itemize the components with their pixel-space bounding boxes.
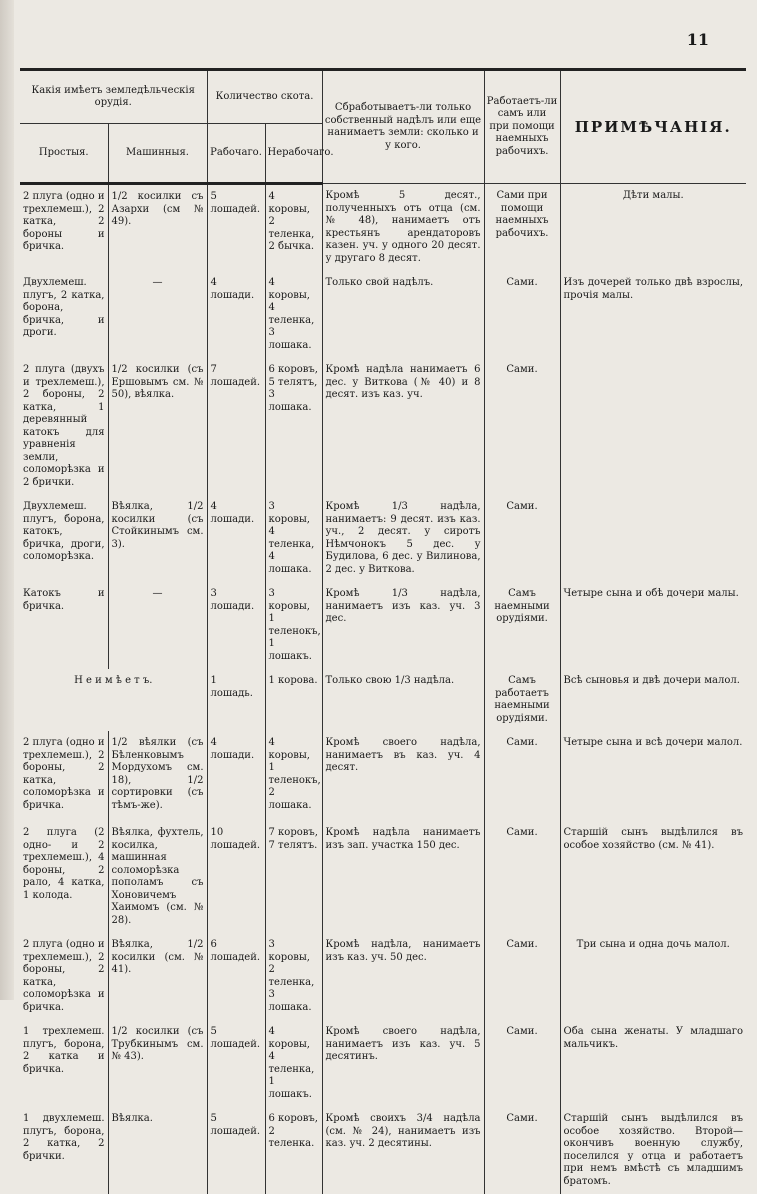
table-row	[20, 1107, 746, 1194]
nonworking-cell: 6 коровъ, 5 телятъ, 3 лошака.	[265, 358, 322, 495]
household-table	[20, 68, 746, 1194]
simple-cell: 2 плуга (одно и трехлемеш.), 2 бороны, 2 катка, соломорѣзка и бричка.	[23, 939, 105, 1013]
labor-cell: Сами.	[484, 933, 560, 1020]
land-cell: Кромѣ своихъ 3/4 надѣла (см. № 24), нанимаетъ изъ каз. уч. 2 десятины.	[322, 1107, 484, 1194]
header-nonworking: Нерабочаго.	[265, 124, 322, 184]
header-simple: Простыя.	[20, 124, 108, 184]
working-cell: 5 лошадей.	[207, 1107, 265, 1194]
nonworking-cell: 3 коровы, 4 теленка, 4 лошака.	[265, 495, 322, 582]
nonworking-cell: 3 коровы, 2 теленка, 3 лошака.	[265, 933, 322, 1020]
nonworking-cell: 4 коровы, 1 теленокъ, 2 лошака.	[265, 731, 322, 821]
header-land: Сбработываетъ-ли только собственный надѣлъ или еще нанимаетъ земли: сколько и у кого.	[322, 70, 484, 184]
nonworking-cell: 3 коровы, 1 теленокъ, 1 лошакъ.	[265, 582, 322, 669]
simple-cell: 2 плуга (одно и трехлемеш.), 2 бороны, 2 катка, соломорѣзка и бричка.	[23, 737, 105, 811]
simple-cell: 1 двухлемеш. плугъ, борона, 2 катка, 2 брички.	[23, 1113, 105, 1162]
working-cell: 3 лошади.	[207, 582, 265, 669]
machine-cell: 1/2 косилки (съ Ершовымъ см. № 50), вѣялка.	[108, 358, 207, 495]
remarks-cell: Изъ дочерей только двѣ взрослы, прочія малы.	[560, 271, 746, 358]
header-labor: Работаетъ-ли самъ или при помощи наемныхъ рабочихъ.	[484, 70, 560, 184]
nonworking-cell: 4 коровы, 4 теленка, 3 лошака.	[265, 271, 322, 358]
table-row	[20, 184, 746, 272]
remarks-cell: Старшій сынъ выдѣлился въ особое хозяйство (см. № 41).	[560, 821, 746, 933]
nonworking-cell: 4 коровы, 2 теленка, 2 бычка.	[265, 184, 322, 272]
labor-cell: Сами.	[484, 821, 560, 933]
simple-cell: 2 плуга (одно и трехлемеш.), 2 катка, 2 бороны и бричка.	[23, 191, 105, 252]
labor-cell: Сами.	[484, 358, 560, 495]
header-livestock: Количество скота.	[207, 70, 322, 124]
land-cell: Кромѣ надѣла нанимаетъ 6 дес. у Виткова (№ 40) и 8 десят. изъ каз. уч.	[322, 358, 484, 495]
machine-cell: 1/2 косилки (съ Трубкинымъ см. № 43).	[108, 1020, 207, 1107]
labor-cell: Самъ наемными орудіями.	[484, 582, 560, 669]
machine-cell: —	[108, 582, 207, 669]
table-row	[20, 271, 746, 358]
working-cell: 7 лошадей.	[207, 358, 265, 495]
land-cell: Кромѣ надѣла, нанимаетъ изъ каз. уч. 50 дес.	[322, 933, 484, 1020]
labor-cell: Сами.	[484, 495, 560, 582]
table-row	[20, 933, 746, 1020]
remarks-cell	[560, 495, 746, 582]
remarks-cell: Старшій сынъ выдѣлился въ особое хозяйство. Второй—окончивъ военную службу, поселился у отца и работаетъ при немъ вмѣстѣ съ младшимъ братомъ.	[560, 1107, 746, 1194]
machine-cell: Вѣялка, 1/2 косилки (съ Стойкинымъ см. 3).	[108, 495, 207, 582]
remarks-cell: Четыре сына и обѣ дочери малы.	[560, 582, 746, 669]
working-cell: 5 лошадей.	[207, 1020, 265, 1107]
land-cell: Кромѣ 1/3 надѣла, нанимаетъ изъ каз. уч. 3 дес.	[322, 582, 484, 669]
working-cell: 4 лошади.	[207, 271, 265, 358]
book-gutter	[0, 0, 14, 1000]
table-row	[20, 669, 746, 731]
nonworking-cell: 1 корова.	[265, 669, 322, 731]
labor-cell: Сами при помощи наемныхъ рабочихъ.	[484, 184, 560, 272]
no-implements-cell: Н е и м ѣ е т ъ.	[74, 675, 153, 686]
land-cell: Кромѣ надѣла нанимаетъ изъ зап. участка 150 дес.	[322, 821, 484, 933]
remarks-cell: Четыре сына и всѣ дочери малол.	[560, 731, 746, 821]
table-row	[20, 821, 746, 933]
land-cell: Кромѣ 5 десят., полученныхъ отъ отца (см. № 48), нанимаетъ отъ крестьянъ арендаторовъ казен. уч. у одного 20 десят. у другаго 8 десят.	[322, 184, 484, 272]
simple-cell: Двухлемеш. плугъ, борона, катокъ, бричка, дроги, соломорѣзка.	[23, 501, 105, 562]
machine-cell: 1/2 косилки съ Азархи (см № 49).	[108, 184, 207, 272]
working-cell: 5 лошадей.	[207, 184, 265, 272]
table-row	[20, 358, 746, 495]
working-cell: 4 лошади.	[207, 495, 265, 582]
simple-cell: Катокъ и бричка.	[23, 588, 105, 612]
nonworking-cell: 6 коровъ, 2 теленка.	[265, 1107, 322, 1194]
machine-cell: Вѣялка, 1/2 косилки (см. № 41).	[108, 933, 207, 1020]
remarks-cell: Три сына и одна дочь малол.	[560, 933, 746, 1020]
machine-cell: —	[108, 271, 207, 358]
land-cell: Кромѣ 1/3 надѣла, нанимаетъ: 9 десят. изъ каз. уч., 2 десят. у сиротъ Нѣмчонокъ 5 дес. у Будилова, 6 дес. у Вилинова, 2 дес. у Виткова.	[322, 495, 484, 582]
header-machine: Машинныя.	[108, 124, 207, 184]
remarks-cell: Дѣти малы.	[560, 184, 746, 272]
land-cell: Только свой надѣлъ.	[322, 271, 484, 358]
machine-cell: Вѣялка.	[108, 1107, 207, 1194]
labor-cell: Сами.	[484, 1107, 560, 1194]
table-row	[20, 731, 746, 821]
table-row	[20, 1020, 746, 1107]
remarks-cell: Всѣ сыновья и двѣ дочери малол.	[560, 669, 746, 731]
working-cell: 1 лошадь.	[207, 669, 265, 731]
table-row	[20, 582, 746, 669]
working-cell: 10 лошадей.	[207, 821, 265, 933]
table-row	[20, 495, 746, 582]
machine-cell: Вѣялка, фухтель, косилка, машинная соломорѣзка пополамъ съ Хоновичемъ Хаимомъ (см. № 28).	[108, 821, 207, 933]
simple-cell: 2 плуга (2 одно- и 2 трехлемеш.), 4 бороны, 2 рало, 4 катка, 1 колода.	[23, 827, 105, 901]
page-number: 11	[686, 30, 709, 49]
header-implements: Какія имѣетъ земледѣльческія орудія.	[20, 70, 207, 124]
header-remarks: ПРИМѢЧАНІЯ.	[560, 70, 746, 184]
machine-cell: 1/2 вѣялки (съ Бѣленковымъ Мордухомъ см. 18), 1/2 сортировки (съ тѣмъ-же).	[108, 731, 207, 821]
nonworking-cell: 4 коровы, 4 теленка, 1 лошакъ.	[265, 1020, 322, 1107]
labor-cell: Сами.	[484, 271, 560, 358]
simple-cell: 1 трехлемеш. плугъ, борона, 2 катка и бричка.	[23, 1026, 105, 1075]
labor-cell: Сами.	[484, 1020, 560, 1107]
header-working: Рабочаго.	[207, 124, 265, 184]
working-cell: 6 лошадей.	[207, 933, 265, 1020]
simple-cell: 2 плуга (двухъ и трехлемеш.), 2 бороны, 2 катка, 1 деревянный катокъ для уравненія земли, соломорѣзка и 2 брички.	[23, 364, 105, 488]
land-cell: Кромѣ своего надѣла, нанимаетъ въ каз. уч. 4 десят.	[322, 731, 484, 821]
nonworking-cell: 7 коровъ, 7 телятъ.	[265, 821, 322, 933]
land-cell: Кромѣ своего надѣла, нанимаетъ изъ каз. уч. 5 десятинъ.	[322, 1020, 484, 1107]
remarks-cell: Оба сына женаты. У младшаго мальчикъ.	[560, 1020, 746, 1107]
working-cell: 4 лошади.	[207, 731, 265, 821]
remarks-cell	[560, 358, 746, 495]
labor-cell: Самъ работаетъ наемными орудіями.	[484, 669, 560, 731]
labor-cell: Сами.	[484, 731, 560, 821]
simple-cell: Двухлемеш. плугъ, 2 катка, борона, бричка, и дроги.	[23, 277, 105, 338]
land-cell: Только свою 1/3 надѣла.	[322, 669, 484, 731]
